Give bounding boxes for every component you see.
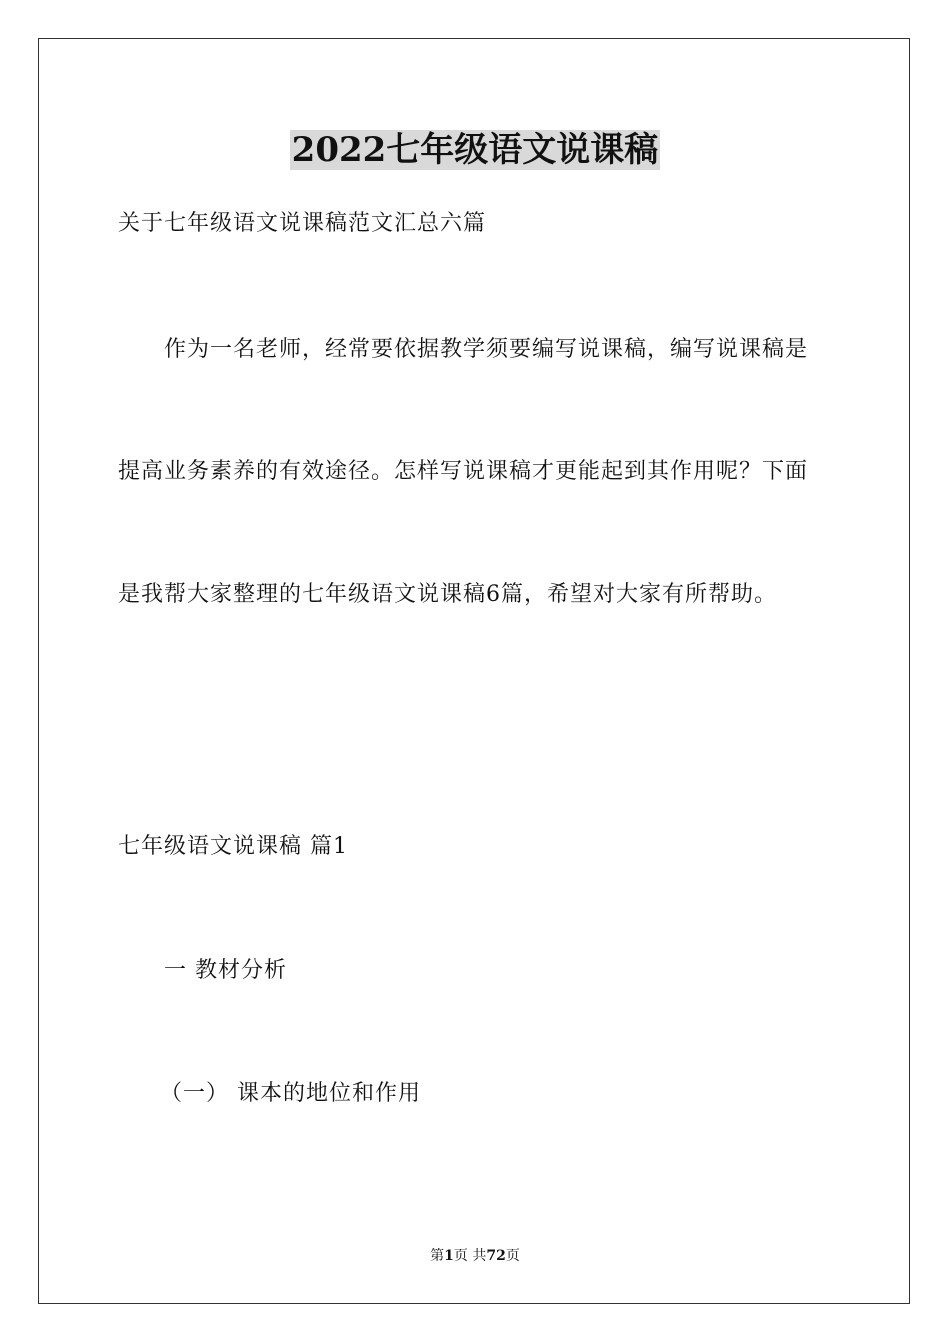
footer-mid: 页 共 bbox=[453, 1248, 487, 1264]
intro-line-3: 是我帮大家整理的七年级语文说课稿6篇，希望对大家有所帮助。 bbox=[118, 582, 777, 607]
intro-line-1: 作为一名老师，经常要依据教学须要编写说课稿，编写说课稿是 bbox=[164, 337, 809, 362]
intro-line-2: 提高业务素养的有效途径。怎样写说课稿才更能起到其作用呢？下面 bbox=[118, 459, 809, 484]
footer-current-page: 1 bbox=[444, 1248, 454, 1264]
footer-prefix: 第 bbox=[430, 1248, 445, 1264]
footer-suffix: 页 bbox=[505, 1248, 520, 1264]
page-footer bbox=[0, 1246, 950, 1266]
part-heading: 一 教材分析 bbox=[164, 958, 287, 983]
document-subtitle: 关于七年级语文说课稿范文汇总六篇 bbox=[118, 211, 487, 236]
sub-heading: （一） 课本的地位和作用 bbox=[160, 1081, 421, 1106]
footer-total-pages: 72 bbox=[486, 1248, 506, 1264]
document-title: 2022七年级语文说课稿 bbox=[291, 130, 659, 170]
document-title-block bbox=[0, 128, 950, 172]
section-heading: 七年级语文说课稿 篇1 bbox=[118, 834, 348, 859]
